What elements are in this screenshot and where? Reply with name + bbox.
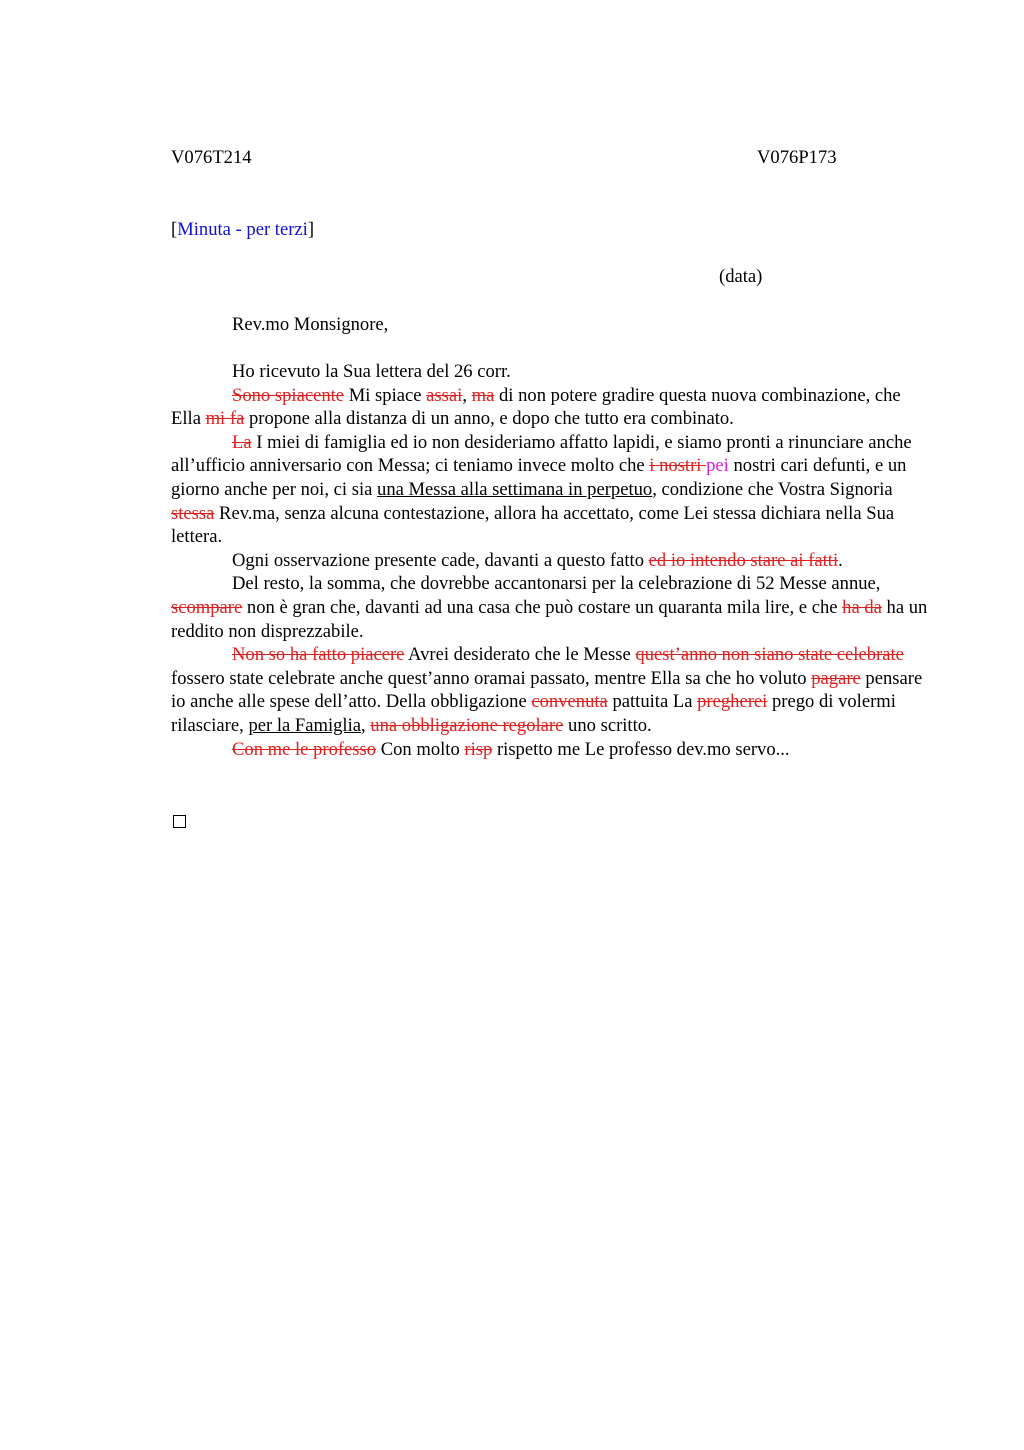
paragraph-3 — [171, 431, 931, 549]
document-type-label — [171, 219, 314, 241]
text: pensare io anche alle spese dell’atto. Della obbligazione — [171, 667, 923, 713]
paragraph-1 — [171, 360, 931, 384]
text: prego di volermi rilasciare, — [171, 691, 896, 736]
text: Mi spiace — [344, 384, 427, 406]
text: Con molto — [376, 738, 465, 760]
open-bracket: [ — [171, 219, 178, 240]
text: Ogni osservazione presente cade, davanti a questo fatto — [232, 549, 649, 571]
text: I miei di famiglia ed io non desideriamo affatto lapidi, e siamo pronti a rinunciare anche all’ufficio anniversario con Messa; ci teniamo invece molto che — [171, 431, 912, 477]
text: non è gran che, davanti ad una casa che può costare un quaranta mila lire, e che — [242, 596, 843, 618]
close-bracket: ] — [307, 219, 315, 240]
deleted-text: pregherei — [697, 691, 768, 713]
deleted-text: Non so ha fatto piacere — [232, 644, 405, 666]
deleted-text: scompare — [171, 596, 243, 618]
text: , — [361, 714, 371, 736]
deleted-text: pagare — [811, 667, 861, 689]
deleted-text: Sono spiacente — [232, 384, 345, 406]
text: propone alla distanza di un anno, e dopo che tutto era combinato. — [244, 408, 734, 430]
text: ha un reddito non disprezzabile. — [171, 596, 928, 642]
deleted-text: ma — [471, 384, 495, 406]
letter-body — [171, 360, 931, 761]
deleted-text: i nostri — [649, 455, 707, 477]
minuta-label: Minuta - per terzi — [177, 219, 308, 240]
deleted-text: mi fa — [205, 408, 245, 430]
deleted-text: una obbligazione regolare — [370, 714, 564, 736]
text: , condizione che Vostra Signoria — [652, 478, 893, 500]
paragraph-7 — [171, 738, 931, 762]
paragraph-6 — [171, 643, 931, 737]
text: Del resto, la somma, che dovrebbe accantonarsi per la celebrazione di 52 Messe annue, — [232, 573, 881, 595]
text: di non potere gradire questa nuova combinazione, che Ella — [171, 384, 901, 430]
text: nostri cari defunti, e un giorno anche per noi, ci sia — [171, 455, 907, 500]
text: rispetto me Le professo dev.mo servo... — [492, 738, 790, 760]
deleted-text: convenuta — [531, 691, 608, 713]
paragraph-4 — [171, 549, 931, 573]
deleted-text: ha da — [842, 596, 882, 618]
underlined-text: per la Famiglia — [248, 714, 361, 736]
text: uno scritto. — [563, 714, 652, 736]
text: . — [838, 549, 843, 571]
salutation: Rev.mo Monsignore, — [232, 314, 389, 335]
deleted-text: quest’anno non siano state celebrate — [635, 644, 904, 666]
deleted-text: risp — [464, 738, 493, 760]
document-code-right: V076P173 — [757, 147, 837, 168]
empty-checkbox-icon — [173, 815, 186, 828]
deleted-text: Con me le professo — [232, 738, 377, 760]
text: Ho ricevuto la Sua lettera del 26 corr. — [232, 361, 511, 382]
deleted-text: stessa — [171, 502, 215, 524]
text: Avrei desiderato che le Messe — [404, 644, 636, 666]
deleted-text: La — [232, 431, 252, 453]
text: pattuita La — [607, 691, 698, 713]
text: fossero state celebrate anche quest’anno oramai passato, mentre Ella sa che ho voluto — [171, 667, 812, 689]
underlined-text: una Messa alla settimana in perpetuo — [377, 478, 653, 500]
paragraph-5 — [171, 572, 931, 643]
document-code-left: V076T214 — [171, 147, 252, 168]
text: Rev.ma, senza alcuna contestazione, allora ha accettato, come Lei stessa dichiara nella Sua lettera. — [171, 502, 895, 548]
inserted-text: pei — [706, 455, 729, 477]
deleted-text: assai — [426, 384, 463, 406]
paragraph-2 — [171, 384, 931, 431]
date-placeholder: (data) — [719, 266, 763, 287]
text: , — [462, 384, 472, 406]
deleted-text: ed io intendo stare ai fatti — [648, 549, 839, 571]
